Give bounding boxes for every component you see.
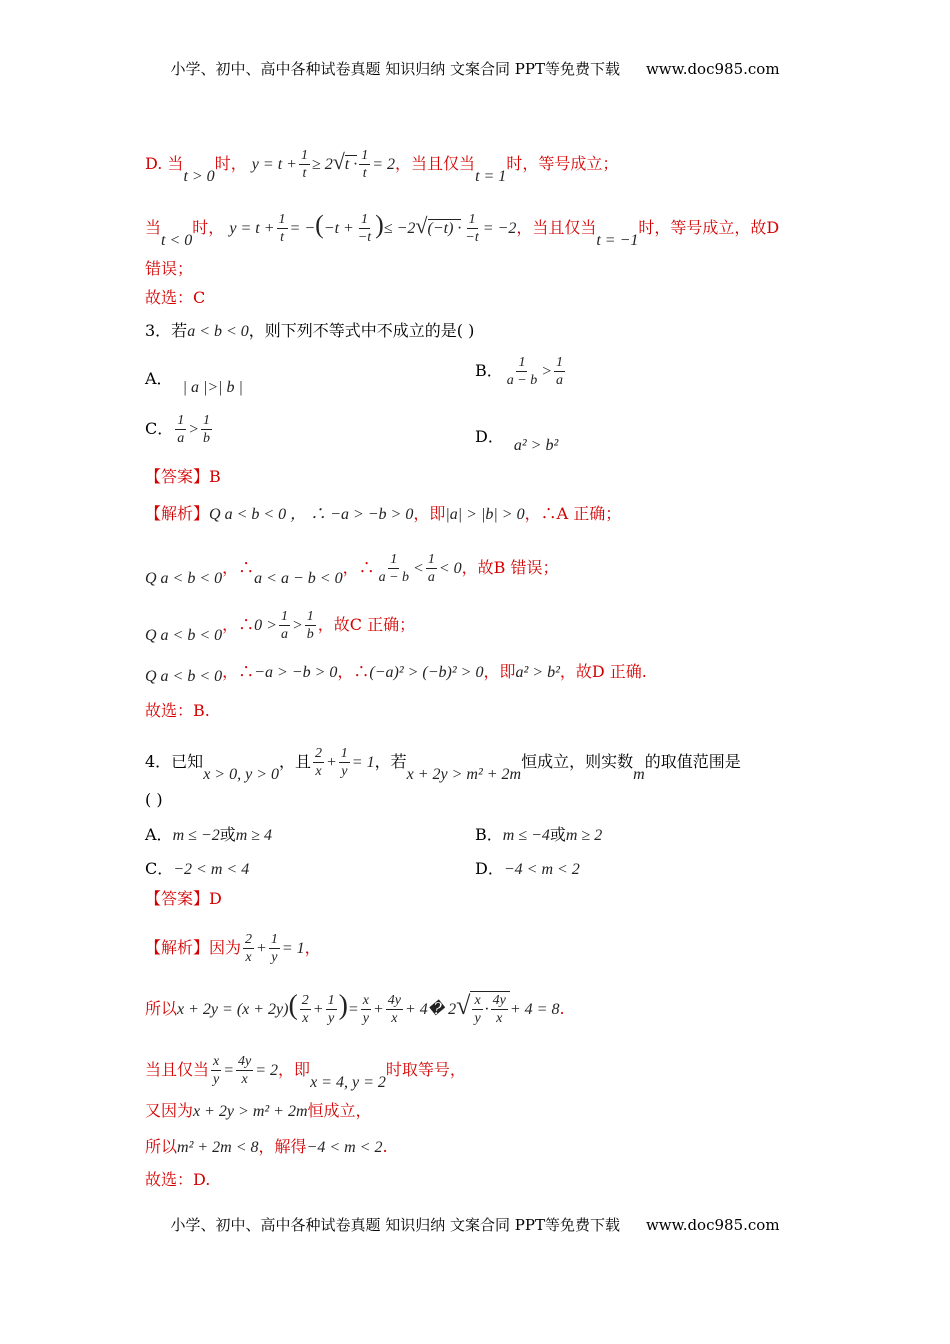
header-text: 小学、初中、高中各种试卷真题 知识归纳 文案合同 PPT等免费下载 bbox=[170, 60, 620, 78]
fraction: $\frac{1}{a}$ bbox=[280, 609, 288, 642]
fraction: $\frac{1}{a - b}$ bbox=[506, 355, 538, 388]
fraction: $\frac{2}{x}$ bbox=[245, 932, 253, 965]
fraction: $\frac{2}{x}$ bbox=[315, 746, 322, 779]
q4-option-a[interactable]: A．m ≤ −2或m ≥ 4 bbox=[145, 825, 273, 844]
fraction: $\frac{1}{y}$ bbox=[327, 993, 335, 1026]
q4-option-c[interactable]: C．−2 < m < 4 bbox=[145, 859, 250, 878]
footer-url[interactable]: www.doc985.com bbox=[645, 1216, 780, 1234]
prev-l3: 错误； bbox=[145, 259, 194, 278]
fraction: $\frac{1}{-t}$ bbox=[357, 212, 372, 245]
q3-solution-3: Q a < b < 0，∴0 > $\frac{1}{a}$ > $\frac{1}{b}$ ，故C 正确； bbox=[145, 609, 416, 644]
q4-final: 故选：D. bbox=[145, 1170, 211, 1189]
q4-solution-5: 所以m² + 2m < 8，解得−4 < m < 2. bbox=[145, 1137, 388, 1156]
q4-solution-2: 所以x + 2y = (x + 2y)( $\frac{2}{x}$ + $\frac{1}{y}$ )= $\frac{x}{y}$ + $\frac{4y}{x}$ + 4� 2√ $\frac{x}{y}$ · $\frac{4y}{x}$ + 4 = 8. bbox=[145, 990, 565, 1026]
header-url[interactable]: www.doc985.com bbox=[645, 60, 780, 78]
q3-solution-1: 【解析】Q a < b < 0 ， ∴ −a > −b > 0，即|a| > |b| > 0，∴A 正确； bbox=[145, 504, 622, 523]
fraction: $\frac{1}{t}$ bbox=[361, 148, 369, 181]
q4-solution-1: 【解析】因为 $\frac{2}{x}$ + $\frac{1}{y}$ = 1， bbox=[145, 932, 321, 965]
fraction: $\frac{x}{y}$ bbox=[362, 993, 369, 1026]
fraction: $\frac{1}{t}$ bbox=[278, 212, 286, 245]
q4-stem: 4．已知x > 0, y > 0，且 $\frac{2}{x}$ + $\frac{1}{y}$ = 1，若x + 2y > m² + 2m恒成立，则实数m的取值范围是 bbox=[145, 746, 741, 783]
q4-solution-3: 当且仅当 $\frac{x}{y}$ = $\frac{4y}{x}$ = 2，即x = 4, y = 2时取等号， bbox=[145, 1054, 466, 1091]
fraction: $\frac{4y}{x}$ bbox=[387, 993, 401, 1026]
fraction: $\frac{1}{a}$ bbox=[177, 413, 185, 446]
sqrt-icon: √ bbox=[456, 991, 471, 1020]
fraction: $\frac{1}{a}$ bbox=[427, 552, 435, 585]
page-header bbox=[0, 58, 950, 79]
q3-solution-4: Q a < b < 0，∴−a > −b > 0，∴(−a)² > (−b)² > 0，即a² > b²，故D 正确. bbox=[145, 662, 647, 685]
q4-option-b[interactable]: B．m ≤ −4或m ≥ 2 bbox=[475, 825, 603, 844]
fraction: $\frac{2}{x}$ bbox=[301, 993, 309, 1026]
q3-option-c[interactable]: C． $\frac{1}{a}$ > $\frac{1}{b}$ bbox=[145, 413, 211, 446]
q3-stem: 3．若a < b < 0，则下列不等式中不成立的是( ) bbox=[145, 321, 475, 340]
fraction: $\frac{1}{b}$ bbox=[306, 609, 314, 642]
page-footer bbox=[0, 1214, 950, 1235]
q4-paren: ( ) bbox=[145, 790, 163, 809]
sqrt-icon: √ bbox=[332, 149, 345, 174]
q3-option-d[interactable]: D． a² > b² bbox=[475, 427, 559, 454]
fraction: $\frac{x}{y}$ bbox=[213, 1054, 220, 1087]
fraction: $\frac{1}{t}$ bbox=[300, 148, 308, 181]
fraction: $\frac{4y}{x}$ bbox=[238, 1054, 252, 1087]
fraction: $\frac{1}{a}$ bbox=[556, 355, 564, 388]
prev-d-line: D. 当t > 0时， y = t + $\frac{1}{t}$ ≥ 2√t · $\frac{1}{t}$ = 2，当且仅当t = 1时，等号成立； bbox=[145, 148, 619, 185]
q4-option-d[interactable]: D．−4 < m < 2 bbox=[475, 859, 580, 878]
fraction: $\frac{4y}{x}$ bbox=[492, 993, 506, 1026]
footer-text: 小学、初中、高中各种试卷真题 知识归纳 文案合同 PPT等免费下载 bbox=[170, 1216, 620, 1234]
fraction: $\frac{1}{y}$ bbox=[270, 932, 278, 965]
fraction: $\frac{1}{b}$ bbox=[203, 413, 211, 446]
prev-answer: 故选：C bbox=[145, 288, 206, 307]
q3-final: 故选：B. bbox=[145, 701, 210, 720]
fraction: $\frac{x}{y}$ bbox=[474, 993, 481, 1026]
sqrt-icon: √ bbox=[415, 213, 428, 238]
q3-solution-2: Q a < b < 0，∴a < a − b < 0，∴ $\frac{1}{a - b}$ < $\frac{1}{a}$ < 0，故B 错误； bbox=[145, 552, 559, 587]
fraction: $\frac{1}{y}$ bbox=[340, 746, 348, 779]
q3-option-a[interactable]: A． | a |>| b | bbox=[145, 369, 243, 396]
fraction: $\frac{1}{a - b}$ bbox=[378, 552, 410, 585]
prev-l2-line: 当t < 0时， y = t + $\frac{1}{t}$ = −(−t + $\frac{1}{-t}$ )≤ −2√(−t) · $\frac{1}{-t}$ = −2，当且仅当t = −1时，等号成立，故D bbox=[145, 210, 780, 249]
q3-option-b[interactable]: B． $\frac{1}{a - b}$ > $\frac{1}{a}$ bbox=[475, 355, 564, 388]
q3-answer: 【答案】B bbox=[145, 467, 221, 486]
q4-solution-4: 又因为x + 2y > m² + 2m恒成立， bbox=[145, 1101, 372, 1120]
q4-answer: 【答案】D bbox=[145, 889, 222, 908]
fraction: $\frac{1}{-t}$ bbox=[465, 212, 479, 245]
